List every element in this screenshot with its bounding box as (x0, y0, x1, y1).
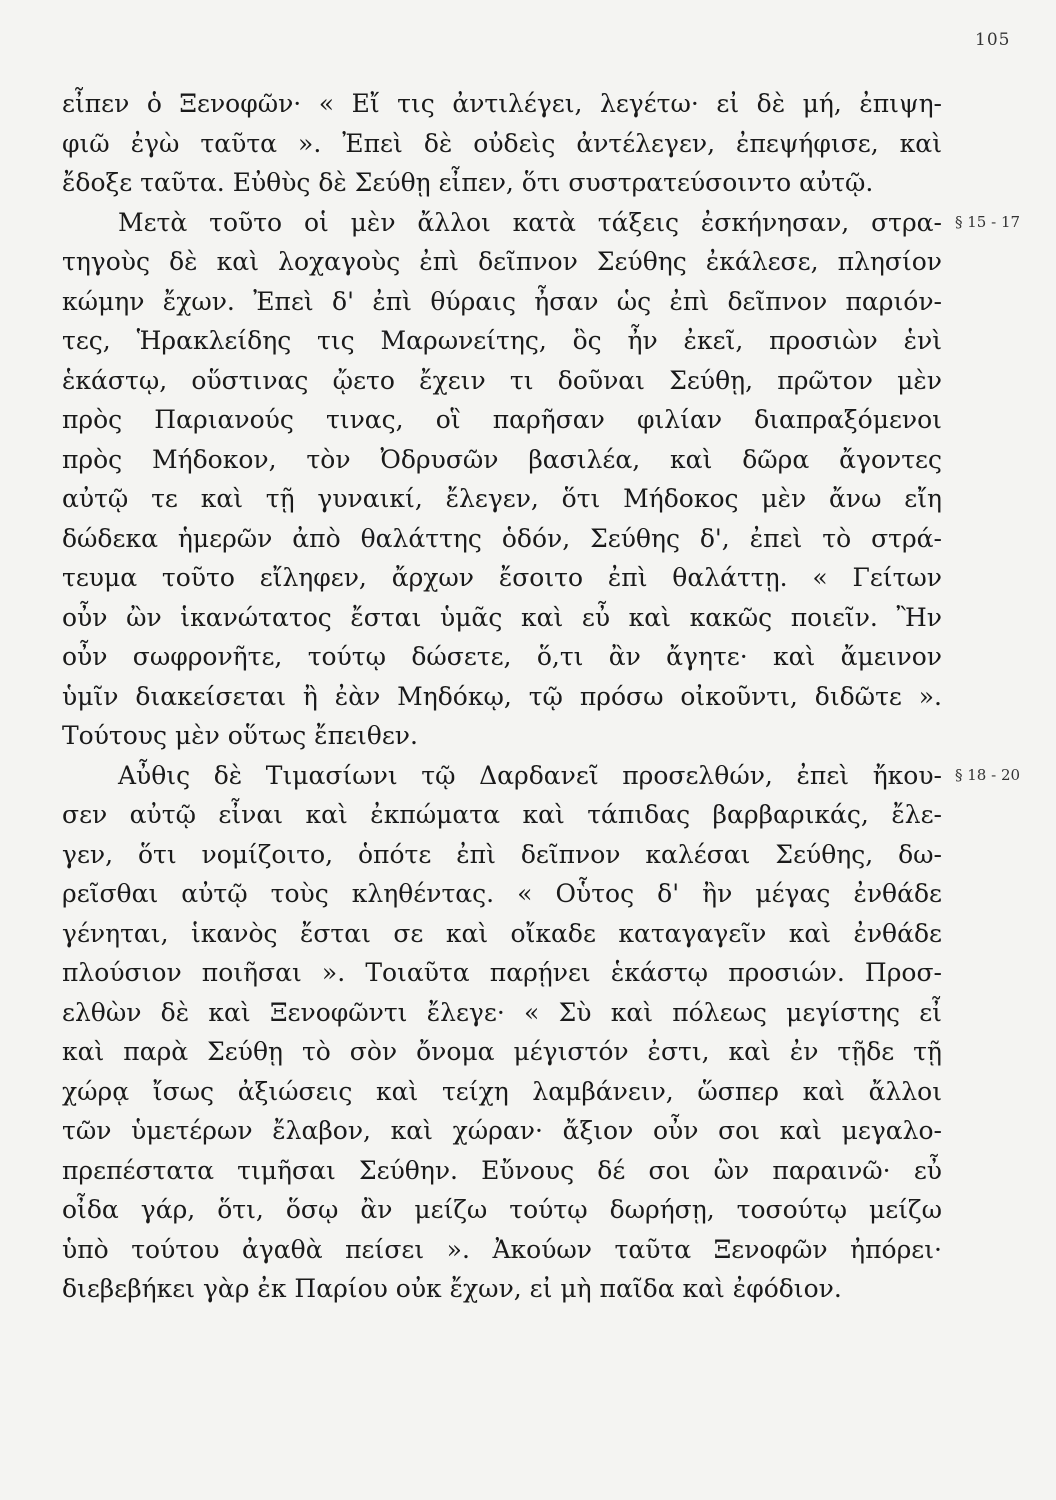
text-line: καὶ παρὰ Σεύθῃ τὸ σὸν ὄνομα μέγιστόν ἐστι, καὶ ἐν τῇδε τῇ (62, 1037, 942, 1066)
text-line: οἶδα γάρ, ὅτι, ὅσῳ ἂν μείζω τούτῳ δωρήσῃ, τοσούτῳ μείζω (62, 1195, 942, 1224)
text-line: σεν αὐτῷ εἶναι καὶ ἐκπώματα καὶ τάπιδας βαρβαρικάς, ἔλε- (62, 800, 942, 829)
text-line: χώρᾳ ἴσως ἀξιώσεις καὶ τείχη λαμβάνειν, ὥσπερ καὶ ἄλλοι (62, 1076, 942, 1106)
text-line: γένηται, ἱκανὸς ἔσται σε καὶ οἴκαδε καταγαγεῖν καὶ ἐνθάδε (62, 918, 942, 948)
margin-section-ref: § 15 - 17 (955, 212, 1021, 231)
margin-section-ref: § 18 - 20 (955, 765, 1021, 784)
text-line: ἑκάστῳ, οὕστινας ᾤετο ἔχειν τι δοῦναι Σεύθῃ, πρῶτον μὲν (62, 365, 942, 395)
text-line: Αὖθις δὲ Τιμασίωνι τῷ Δαρδανεῖ προσελθών, ἐπεὶ ἤκου- (118, 760, 942, 790)
text-line: Τούτους μὲν οὕτως ἔπειθεν. (62, 721, 418, 750)
text-line: ὑμῖν διακείσεται ἢ ἐὰν Μηδόκῳ, τῷ πρόσω οἰκοῦντι, διδῶτε ». (62, 681, 942, 711)
text-line: ὑπὸ τούτου ἀγαθὰ πείσει ». Ἀκούων ταῦτα Ξενοφῶν ἠπόρει· (62, 1234, 942, 1264)
text-line: πρὸς Παριανούς τινας, οἳ παρῆσαν φιλίαν διαπραξόμενοι (62, 405, 942, 434)
text-line: γεν, ὅτι νομίζοιτο, ὁπότε ἐπὶ δεῖπνον καλέσαι Σεύθης, δω- (62, 839, 942, 869)
text-line: Μετὰ τοῦτο οἱ μὲν ἄλλοι κατὰ τάξεις ἐσκήνησαν, στρα- (118, 207, 942, 237)
text-line: εἶπεν ὁ Ξενοφῶν· « Εἴ τις ἀντιλέγει, λεγέτω· εἰ δὲ μή, ἐπιψη- (62, 89, 942, 118)
text-line: δώδεκα ἡμερῶν ἀπὸ θαλάττης ὁδόν, Σεύθης δ', ἐπεὶ τὸ στρά- (62, 523, 942, 553)
text-line: τες, Ἡρακλείδης τις Μαρωνείτης, ὃς ἦν ἐκεῖ, προσιὼν ἑνὶ (62, 326, 942, 355)
text-line: τηγοὺς δὲ καὶ λοχαγοὺς ἐπὶ δεῖπνον Σεύθης ἐκάλεσε, πλησίον (62, 247, 942, 276)
text-line: τευμα τοῦτο εἴληφεν, ἄρχων ἔσοιτο ἐπὶ θαλάττῃ. « Γείτων (62, 563, 942, 592)
text-line: οὖν σωφρονῆτε, τούτῳ δώσετε, ὅ,τι ἂν ἄγητε· καὶ ἄμεινον (62, 642, 942, 671)
text-line: πρὸς Μήδοκον, τὸν Ὀδρυσῶν βασιλέα, καὶ δῶρα ἄγοντες (62, 444, 942, 474)
text-line: διεβεβήκει γὰρ ἐκ Παρίου οὐκ ἔχων, εἰ μὴ παῖδα καὶ ἐφόδιον. (62, 1274, 842, 1303)
text-line: ἔδοξε ταῦτα. Εὐθὺς δὲ Σεύθῃ εἶπεν, ὅτι συστρατεύσοιντο αὐτῷ. (62, 168, 874, 197)
page-number: 105 (975, 30, 1011, 50)
text-line: κώμην ἔχων. Ἐπεὶ δ' ἐπὶ θύραις ἦσαν ὡς ἐπὶ δεῖπνον παριόν- (62, 286, 942, 316)
text-line: ρεῖσθαι αὐτῷ τοὺς κληθέντας. « Οὗτος δ' ἢν μέγας ἐνθάδε (62, 879, 942, 908)
body-text (62, 84, 942, 1309)
text-line: αὐτῷ τε καὶ τῇ γυναικί, ἔλεγεν, ὅτι Μήδοκος μὲν ἄνω εἴη (62, 484, 942, 513)
text-line: τῶν ὑμετέρων ἔλαβον, καὶ χώραν· ἄξιον οὖν σοι καὶ μεγαλο- (62, 1116, 942, 1145)
text-line: ελθὼν δὲ καὶ Ξενοφῶντι ἔλεγε· « Σὺ καὶ πόλεως μεγίστης εἶ (62, 997, 942, 1027)
text-line: οὖν ὢν ἱκανώτατος ἔσται ὑμᾶς καὶ εὖ καὶ κακῶς ποιεῖν. Ἢν (62, 602, 942, 632)
text-line: φιῶ ἐγὼ ταῦτα ». Ἐπεὶ δὲ οὐδεὶς ἀντέλεγεν, ἐπεψήφισε, καὶ (62, 128, 942, 158)
text-line: πλούσιον ποιῆσαι ». Τοιαῦτα παρῄνει ἑκάστῳ προσιών. Προσ- (62, 958, 942, 987)
text-line: πρεπέστατα τιμῆσαι Σεύθην. Εὔνους δέ σοι ὢν παραινῶ· εὖ (62, 1155, 942, 1185)
